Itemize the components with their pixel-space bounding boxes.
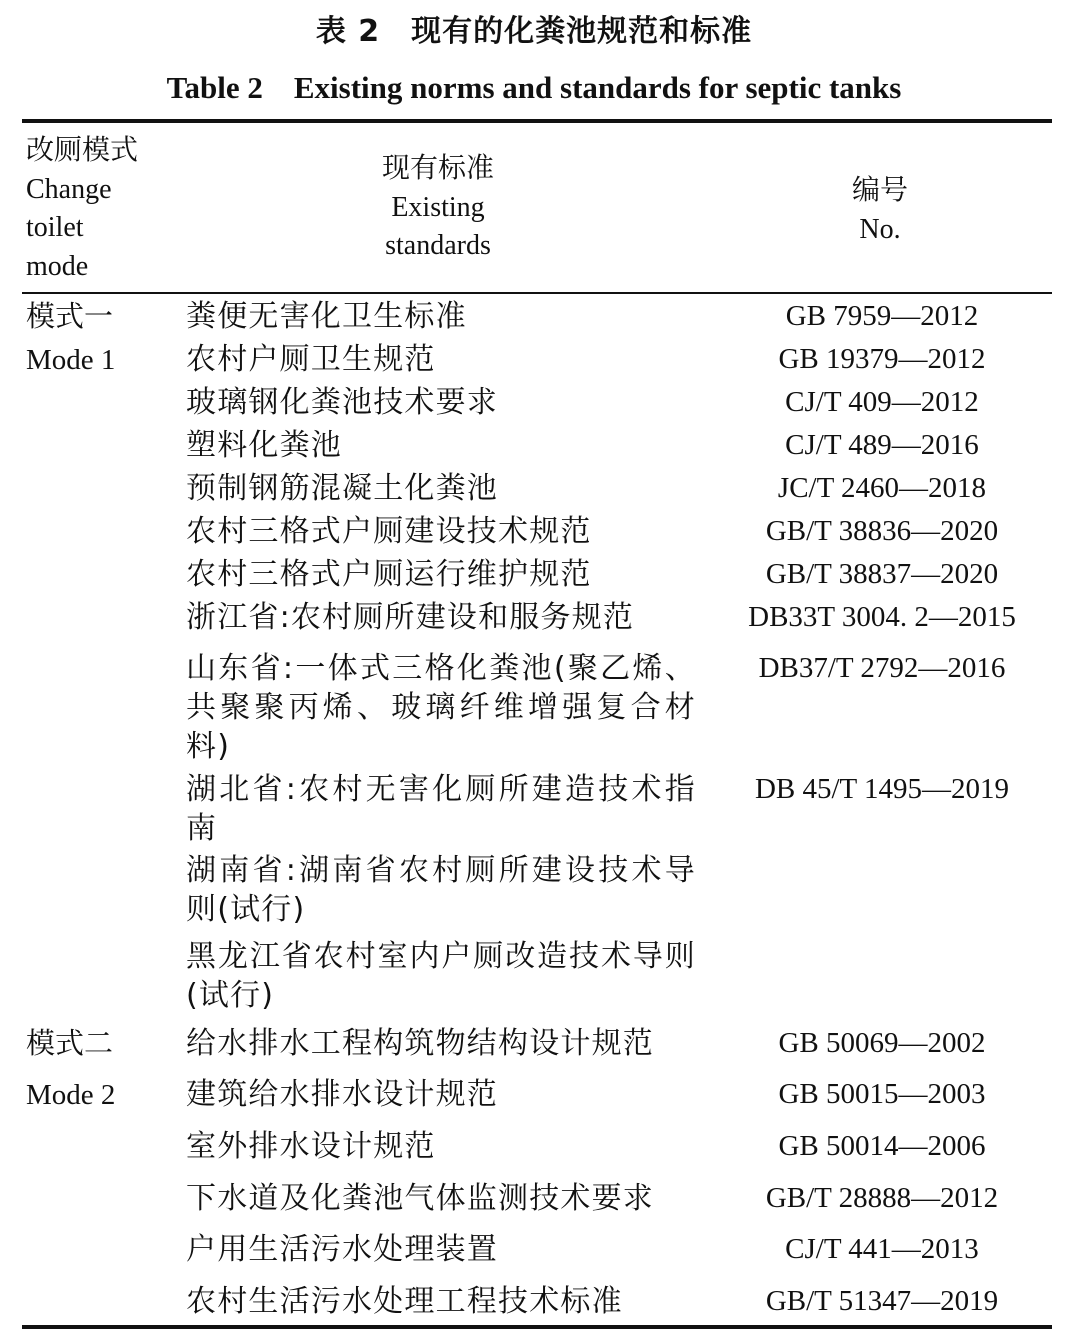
standard-number: GB 50069—2002 (778, 1027, 986, 1059)
header-standard-line: Existing (391, 191, 485, 223)
mode-1-label-en: Mode 1 (26, 344, 116, 376)
header-standard-line: 现有标准 (381, 153, 494, 184)
standard-name: 黑龙江省农村室内户厕改造技术导则(试行) (186, 939, 696, 1013)
standard-number: DB33T 3004. 2—2015 (748, 601, 1016, 633)
header-number-line: No. (859, 213, 901, 245)
standard-number: GB 7959—2012 (785, 300, 979, 332)
header-existing-standards (238, 150, 638, 266)
standard-number: CJ/T 489—2016 (785, 429, 979, 461)
table-top-rule (22, 119, 1052, 123)
mode-2-label-cn: 模式二 (26, 1028, 114, 1060)
table-title-english: Table 2 Existing norms and standards for septic tanks (166, 70, 902, 105)
header-mode-line: toilet (26, 212, 84, 243)
header-mode-line: Change (26, 173, 112, 205)
standard-number: DB 45/T 1495—2019 (754, 773, 1010, 805)
table-bottom-rule (22, 1325, 1052, 1329)
header-change-toilet-mode (26, 132, 176, 286)
standard-name: 建筑给水排水设计规范 (186, 1077, 498, 1112)
standard-number: GB 50015—2003 (778, 1078, 986, 1110)
standard-number: GB/T 51347—2019 (765, 1285, 999, 1317)
standard-name: 山东省:一体式三格化粪池(聚乙烯、共聚聚丙烯、玻璃纤维增强复合材料) (186, 651, 696, 764)
standard-number: CJ/T 441—2013 (785, 1233, 979, 1265)
standard-name: 农村三格式户厕建设技术规范 (186, 514, 592, 549)
header-number-line: 编号 (851, 175, 908, 206)
header-standard-line: standards (385, 230, 491, 261)
standard-number: JC/T 2460—2018 (777, 472, 987, 504)
standard-name: 湖南省:湖南省农村厕所建设技术导则(试行) (186, 853, 696, 927)
standard-number: GB/T 38836—2020 (765, 515, 999, 547)
standard-name: 室外排水设计规范 (186, 1129, 436, 1164)
standard-name: 玻璃钢化粪池技术要求 (186, 385, 498, 420)
standard-name: 下水道及化粪池气体监测技术要求 (186, 1181, 654, 1216)
table-title-chinese: 表 2 现有的化粪池规范和标准 (315, 14, 753, 49)
standard-name: 户用生活污水处理装置 (186, 1232, 498, 1267)
standard-number: GB 50014—2006 (778, 1130, 986, 1162)
standard-number: GB/T 28888—2012 (765, 1182, 999, 1214)
standard-name: 粪便无害化卫生标准 (186, 299, 467, 334)
header-number (700, 172, 1060, 249)
standard-number: DB37/T 2792—2016 (758, 652, 1006, 684)
table-header-rule (22, 292, 1052, 294)
standard-name: 预制钢筋混凝土化粪池 (186, 471, 498, 506)
standard-name: 农村户厕卫生规范 (186, 342, 436, 377)
header-mode-line: 改厕模式 (26, 135, 139, 166)
standard-number: GB/T 38837—2020 (765, 558, 999, 590)
mode-1-label-cn: 模式一 (26, 301, 114, 333)
standard-name: 塑料化粪池 (186, 428, 342, 463)
mode-2-label-en: Mode 2 (26, 1079, 116, 1111)
header-mode-line: mode (26, 250, 89, 282)
standard-name: 农村三格式户厕运行维护规范 (186, 557, 592, 592)
standard-number: GB 19379—2012 (778, 343, 986, 375)
standard-name: 湖北省:农村无害化厕所建造技术指南 (186, 772, 696, 846)
standard-number: CJ/T 409—2012 (785, 386, 979, 418)
standard-name: 农村生活污水处理工程技术标准 (186, 1284, 623, 1319)
standard-name: 浙江省:农村厕所建设和服务规范 (186, 600, 635, 635)
standard-name: 给水排水工程构筑物结构设计规范 (186, 1026, 654, 1061)
